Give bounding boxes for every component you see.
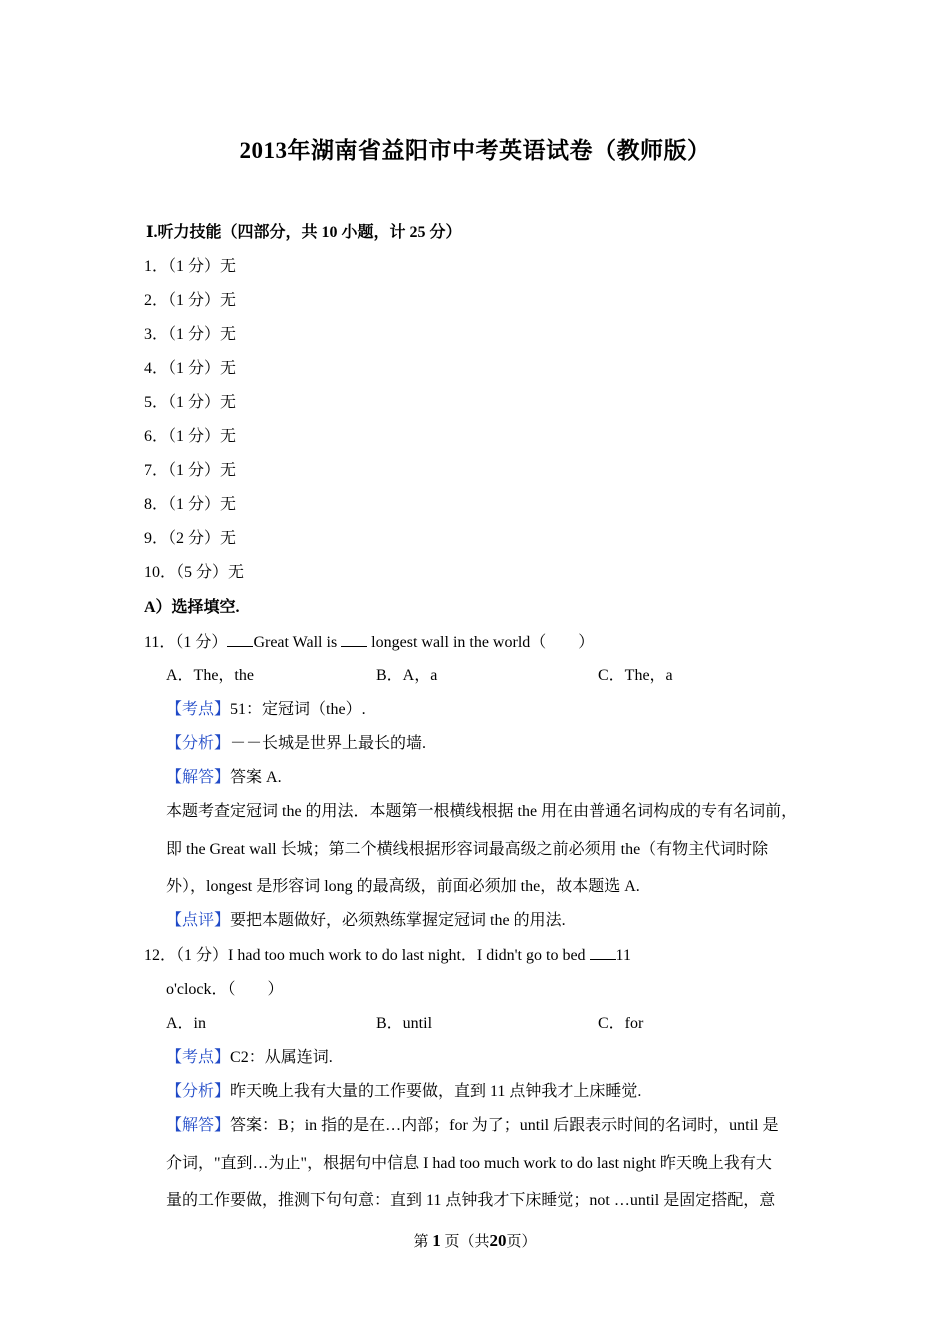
section-heading-choice: A）选择填空. (144, 599, 240, 616)
option-c: C．for (598, 1015, 644, 1032)
answer-blank (227, 632, 253, 647)
question-12-stem-cont: o'clock．（ ） (166, 981, 284, 998)
option-c: C．The，a (598, 667, 673, 684)
fenxi-line: 【分析】昨天晚上我有大量的工作要做，直到 11 点钟我才上床睡觉. (166, 1083, 642, 1100)
answer-blank (590, 945, 616, 960)
list-item: 3．（1 分）无 (144, 326, 237, 343)
jieda-tag: 【解答】 (166, 1117, 231, 1134)
question-11-stem: 11．（1 分） Great Wall is longest wall in the world（ ） (144, 634, 595, 651)
page-footer: 第 1 页（共20页） (413, 1231, 537, 1250)
dianping-line: 【点评】要把本题做好，必须熟练掌握定冠词 the 的用法. (166, 912, 566, 929)
list-item: 8．（1 分）无 (144, 496, 237, 513)
jieda-tag: 【解答】 (166, 769, 231, 786)
fenxi-tag: 【分析】 (166, 1083, 231, 1100)
list-item: 1．（1 分）无 (144, 258, 237, 275)
section-heading-listening: Ⅰ.听力技能（四部分，共 10 小题，计 25 分） (146, 224, 462, 241)
option-a: A．The，the (166, 667, 254, 684)
explanation-line: 量的工作要做，推测下句句意：直到 11 点钟我才下床睡觉；not …until 是固定搭配，意 (166, 1192, 776, 1209)
option-b: B．until (376, 1015, 433, 1032)
list-item: 4．（1 分）无 (144, 360, 237, 377)
explanation-line: 即 the Great wall 长城；第二个横线根据形容词最高级之前必须用 the（有物主代词时除 (166, 841, 769, 858)
kaodian-tag: 【考点】 (166, 701, 231, 718)
kaodian-line: 【考点】51：定冠词（the）. (166, 701, 366, 718)
page-number: 1 (432, 1231, 441, 1250)
dianping-tag: 【点评】 (166, 912, 231, 929)
answer-blank (341, 632, 367, 647)
kaodian-tag: 【考点】 (166, 1049, 231, 1066)
option-a: A．in (166, 1015, 207, 1032)
option-b: B．A，a (376, 667, 438, 684)
list-item: 5．（1 分）无 (144, 394, 237, 411)
fenxi-line: 【分析】－－长城是世界上最长的墙. (166, 735, 427, 752)
jieda-line: 【解答】答案：B；in 指的是在…内部；for 为了；until 后跟表示时间的名词时，until 是 (166, 1117, 779, 1134)
fenxi-tag: 【分析】 (166, 735, 231, 752)
jieda-line: 【解答】答案 A. (166, 769, 282, 786)
explanation-line: 本题考查定冠词 the 的用法．本题第一根横线根据 the 用在由普通名词构成的专有名词前， (166, 803, 798, 820)
list-item: 2．（1 分）无 (144, 292, 237, 309)
page-total: 20 (489, 1231, 507, 1250)
kaodian-line: 【考点】C2：从属连词. (166, 1049, 333, 1066)
list-item: 7．（1 分）无 (144, 462, 237, 479)
page-title: 2013年湖南省益阳市中考英语试卷（教师版） (239, 138, 711, 163)
list-item: 6．（1 分）无 (144, 428, 237, 445)
list-item: 9．（2 分）无 (144, 530, 237, 547)
question-12-stem: 12．（1 分）I had too much work to do last night．I didn't go to bed 11 (144, 947, 631, 964)
explanation-line: 外），longest 是形容词 long 的最高级，前面必须加 the，故本题选 A. (166, 878, 640, 895)
explanation-line: 介词，"直到…为止"，根据句中信息 I had too much work to do last night 昨天晚上我有大 (166, 1155, 772, 1172)
list-item: 10．（5 分）无 (144, 564, 245, 581)
